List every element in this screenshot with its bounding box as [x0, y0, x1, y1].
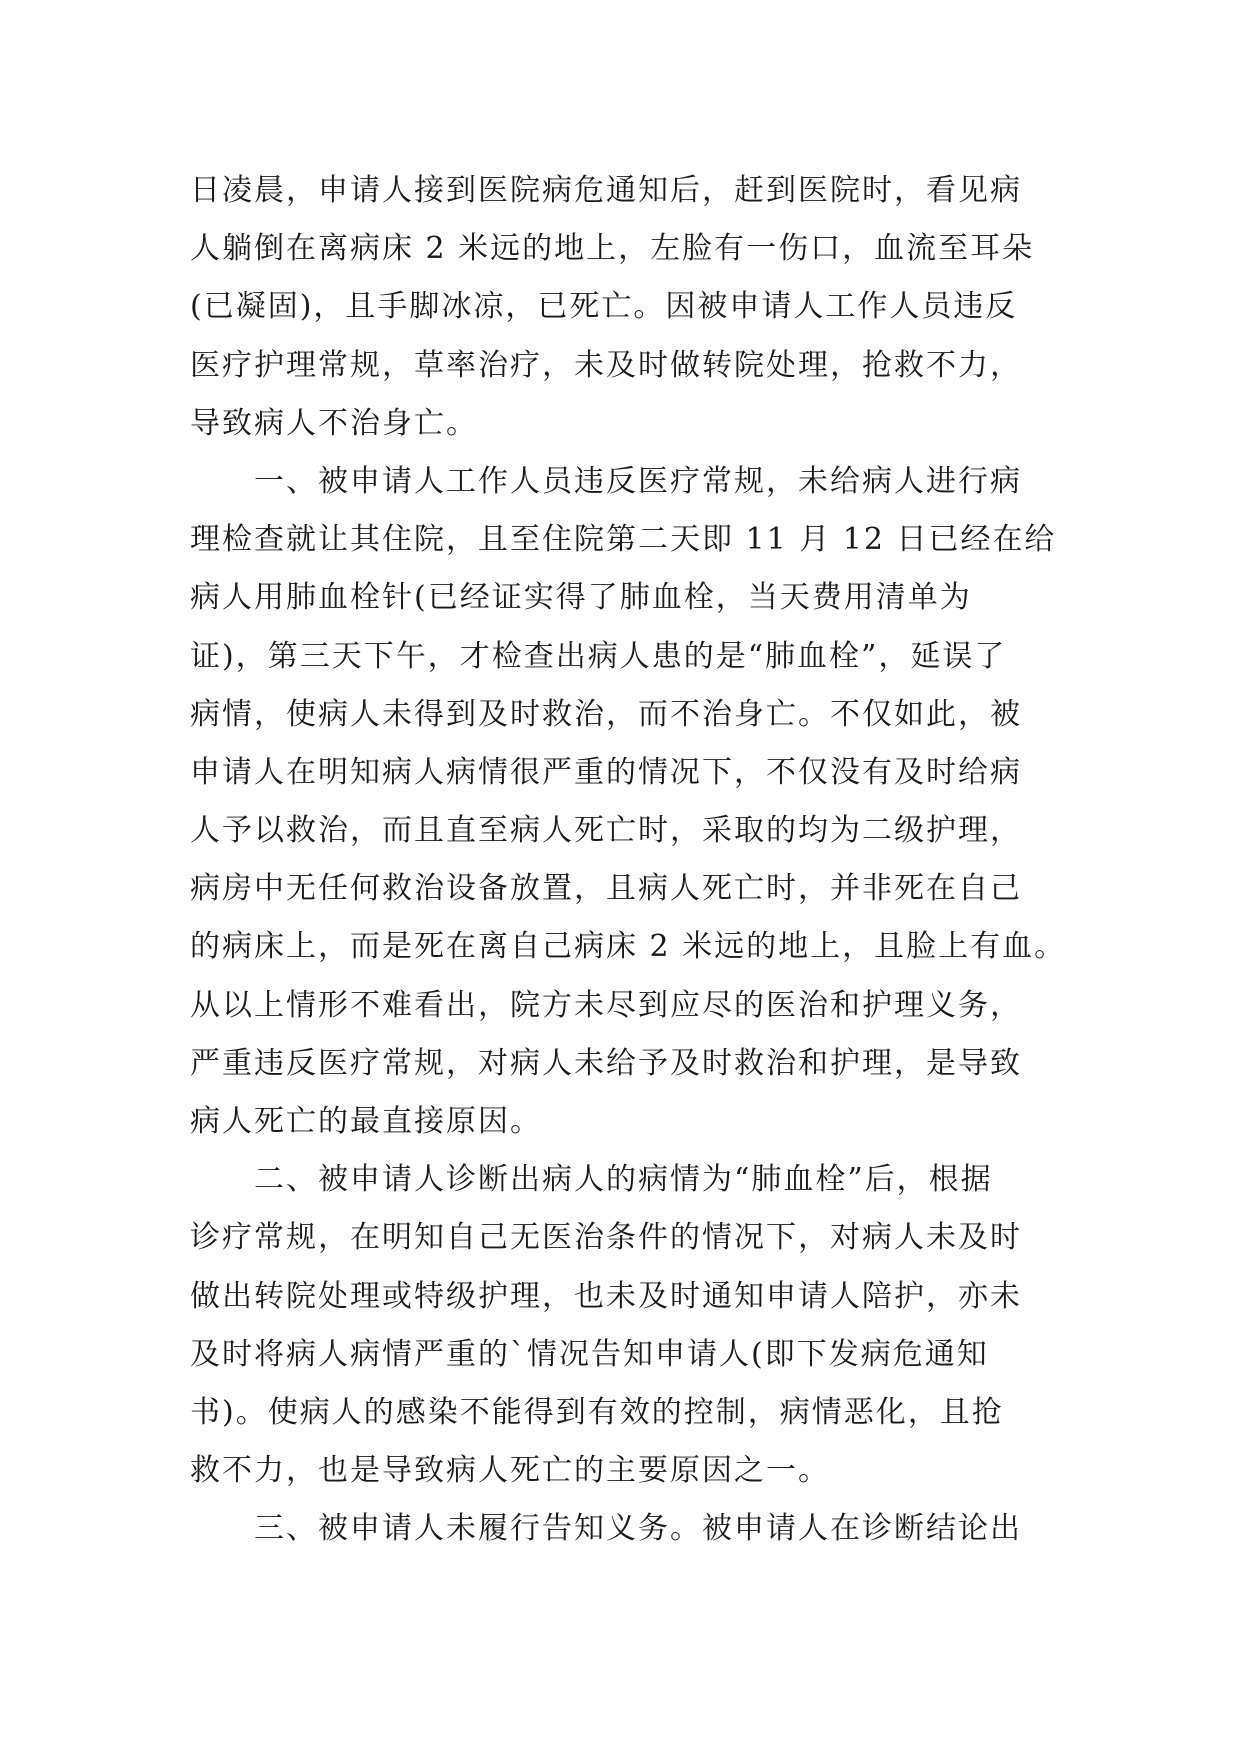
text-line: 诊疗常规，在明知自己无医治条件的情况下，对病人未及时	[190, 1220, 1022, 1256]
text-line: 严重违反医疗常规，对病人未给予及时救治和护理，是导致	[190, 1045, 1022, 1081]
document-body	[190, 162, 1067, 1559]
paragraph-first-line: 一、被申请人工作人员违反医疗常规，未给病人进行病	[254, 463, 1022, 499]
text-line: 日凌晨，申请人接到医院病危通知后，赶到医院时，看见病	[190, 173, 1022, 208]
text-line: 医疗护理常规，草率治疗，未及时做转院处理，抢救不力，	[190, 347, 1022, 383]
text-line: 病情，使病人未得到及时救治，而不治身亡。不仅如此，被	[190, 696, 1022, 732]
text-line: 病房中无任何救治设备放置，且病人死亡时，并非死在自己	[190, 871, 1022, 907]
paragraph-first-line: 三、被申请人未履行告知义务。被申请人在诊断结论出	[254, 1511, 1022, 1547]
text-line: 导致病人不治身亡。	[190, 405, 478, 441]
text-line: 及时将病人病情严重的`情况告知申请人(即下发病危通知	[190, 1336, 989, 1372]
text-line: 书)。使病人的感染不能得到有效的控制，病情恶化，且抢	[190, 1394, 1004, 1430]
text-line: 病人死亡的最直接原因。	[190, 1104, 542, 1139]
text-line: 病人用肺血栓针(已经证实得了肺血栓，当天费用清单为	[190, 580, 972, 616]
text-line: 申请人在明知病人病情很严重的情况下，不仅没有及时给病	[190, 754, 1022, 790]
text-line: 的病床上，而是死在离自己病床 2 米远的地上，且脸上有血。	[190, 929, 1067, 965]
text-line: 做出转院处理或特级护理，也未及时通知申请人陪护，亦未	[190, 1278, 1022, 1314]
text-line: 理检查就让其住院，且至住院第二天即 11 月 12 日已经在给	[190, 522, 1057, 558]
text-line: 人躺倒在离病床 2 米远的地上，左脸有一伤口，血流至耳朵	[190, 231, 1035, 267]
paragraph-first-line: 二、被申请人诊断出病人的病情为“肺血栓”后，根据	[254, 1162, 993, 1198]
text-line: 救不力，也是导致病人死亡的主要原因之一。	[190, 1453, 830, 1489]
text-line: 从以上情形不难看出，院方未尽到应尽的医治和护理义务，	[190, 987, 1022, 1023]
text-line: 人予以救治，而且直至病人死亡时，采取的均为二级护理，	[190, 813, 1022, 849]
text-line: (已凝固)，且手脚冰凉，已死亡。因被申请人工作人员违反	[190, 289, 1018, 325]
text-line: 证)，第三天下午，才检查出病人患的是“肺血栓”，延误了	[190, 638, 1007, 674]
